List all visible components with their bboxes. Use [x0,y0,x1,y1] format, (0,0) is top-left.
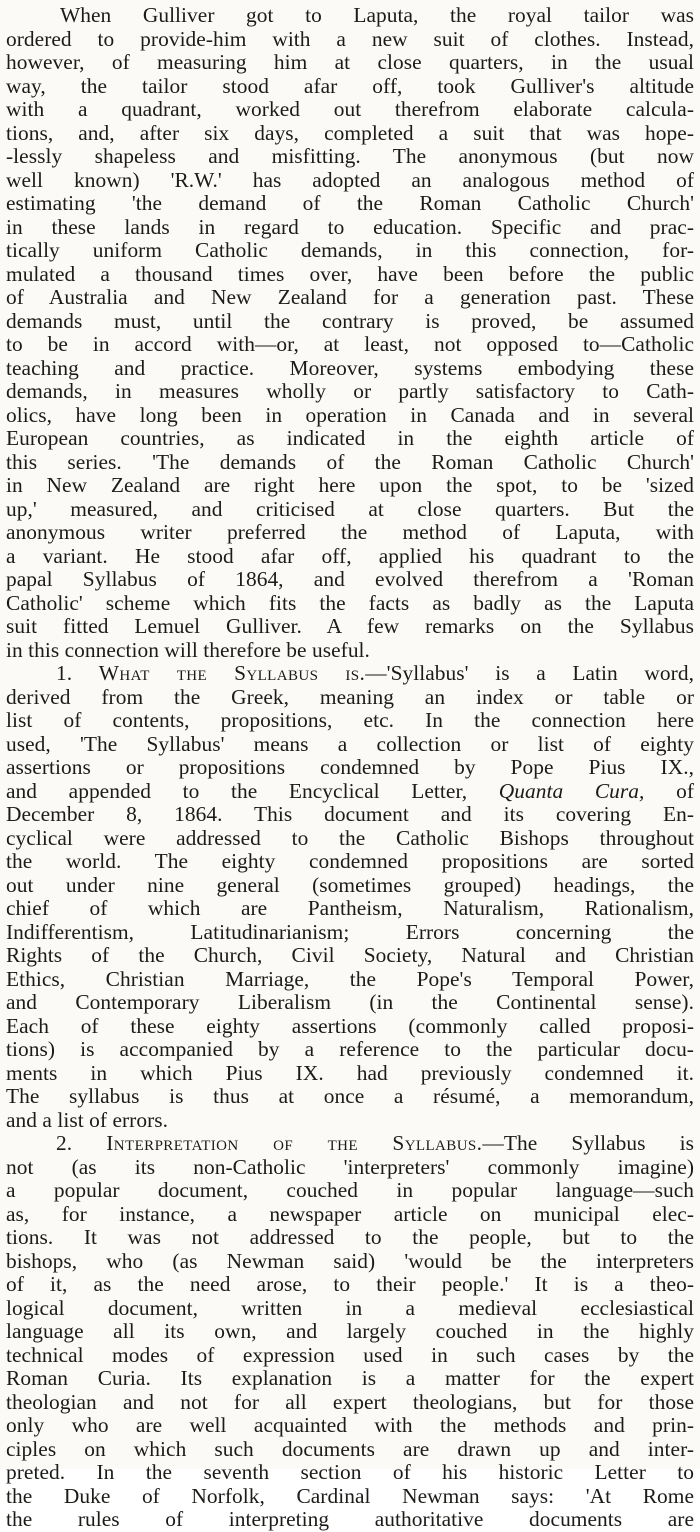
text-line: assertions or propositions condemned by Pope Pius IX., [6,755,694,779]
text-line: Roman Curia. Its explanation is a matter for the expert [6,1366,694,1390]
text-line: December 8, 1864. This document and its covering En- [6,802,694,826]
text-line: this series. 'The demands of the Roman Catholic Church' [6,449,694,474]
text-line: demands, in measures wholly or partly satisfactory to Cath- [6,379,694,403]
text-line: not (as its non-Catholic 'interpreters' commonly imagine) [6,1154,694,1179]
text-line: language all its own, and largely couched in the highly [6,1319,694,1343]
text-line: only who are well acquainted with the methods and prin- [6,1413,694,1437]
text-line: -lessly shapeless and misfitting. The anonymous (but now [6,144,694,168]
text-line: anonymous writer preferred the method of Laputa, with [6,520,694,544]
text-line: Ethics, Christian Marriage, the Pope's Temporal Power, [6,966,694,991]
text-line: preted. In the seventh section of his historic Letter to [6,1460,694,1484]
text-line: up,' measured, and criticised at close quarters. But the [6,496,694,521]
text-line: Catholic' scheme which fits the facts as badly as the Laputa [6,590,694,615]
text-line: Indifferentism, Latitudinarianism; Errors concerning the [6,919,694,944]
text-line: a popular document, couched in popular language—such [6,1178,694,1202]
text-line: the world. The eighty condemned propositions are sorted [6,849,694,873]
text-line: logical document, written in a medieval ecclesiastical [6,1295,694,1320]
section-heading-line [6,662,694,686]
text-line: When Gulliver got to Laputa, the royal tailor was [60,3,694,27]
text-line: list of contents, propositions, etc. In the connection here [6,708,694,732]
text-line: ments in which Pius IX. had previously condemned it. [6,1060,694,1085]
text-line: in these lands in regard to education. Specific and prac- [6,214,694,239]
text-line: cyclical were addressed to the Catholic Bishops throughout [6,825,694,850]
text-line: as, for instance, a newspaper article on municipal elec- [6,1201,694,1226]
text-line: Rights of the Church, Civil Society, Natural and Christian [6,943,694,967]
text-line: Each of these eighty assertions (commonly called proposi- [6,1013,694,1038]
text-line: chief of which are Pantheism, Naturalism, Rationalism, [6,896,694,920]
text-line: tions) is accompanied by a reference to the particular docu- [6,1037,694,1061]
text-line: in this connection will therefore be useful. [6,637,370,662]
text-line: olics, have long been in operation in Canada and in several [6,402,694,427]
text-run: of [644,778,694,803]
text-line: the Duke of Norfolk, Cardinal Newman says: 'At Rome [6,1483,694,1508]
text-run: and appended to the Encyclical Letter, [6,778,499,803]
text-line: ciples on which such documents are drawn up and inter- [6,1436,694,1461]
text-line: and a list of errors. [6,1107,169,1132]
text-line: ordered to provide-him with a new suit of clothes. Instead, [6,26,694,51]
text-line: and Contemporary Liberalism (in the Continental sense). [6,990,694,1014]
text-line: with a quadrant, worked out therefrom elaborate calcula- [6,97,694,121]
section-text: —The Syllabus is [482,1131,694,1155]
section-number: 2. [56,1131,107,1155]
section-text: —'Syllabus' is a Latin word, [365,661,694,685]
section-heading: What the Syllabus is. [98,661,366,685]
text-line: The syllabus is thus at once a résumé, a memorandum, [6,1084,694,1108]
text-line: mulated a thousand times over, have been before the public [6,261,694,286]
text-line: of Australia and New Zealand for a generation past. These [6,285,694,309]
text-line: of it, as the need arose, to their people.' It is a theo- [6,1272,694,1296]
text-line: tions, and, after six days, completed a suit that was hope- [6,120,694,145]
encyclical-title: Quanta Cura, [498,778,645,803]
text-line: out under nine general (sometimes grouped) headings, the [6,872,694,897]
text-line: theologian and not for all expert theologians, but for those [6,1389,694,1414]
text-line: suit fitted Lemuel Gulliver. A few remarks on the Syllabus [6,614,694,638]
text-line: well known) 'R.W.' has adopted an analogous method of [6,167,694,192]
section-heading-line [6,1132,694,1156]
text-line: tions. It was not addressed to the people, but to the [6,1225,694,1249]
text-line: estimating 'the demand of the Roman Catholic Church' [6,191,694,215]
text-line: teaching and practice. Moreover, systems embodying these [6,355,694,380]
article-column [6,4,694,1532]
text-line: way, the tailor stood afar off, took Gulliver's altitude [6,73,694,98]
section-number: 1. [56,661,99,685]
section-heading: Interpretation of the Syllabus. [106,1131,483,1155]
text-line: papal Syllabus of 1864, and evolved therefrom a 'Roman [6,567,694,591]
text-line: bishops, who (as Newman said) 'would be the interpreters [6,1248,694,1273]
text-line: a variant. He stood afar off, applied his quadrant to the [6,543,694,568]
text-line: technical modes of expression used in such cases by the [6,1342,694,1367]
text-line [6,780,694,804]
text-line: to be in accord with—or, at least, not opposed to—Catholic [6,332,694,356]
text-line: used, 'The Syllabus' means a collection or list of eighty [6,731,694,756]
text-line: in New Zealand are right here upon the spot, to be 'sized [6,473,694,497]
text-line: European countries, as indicated in the eighth article of [6,426,694,450]
text-line: however, of measuring him at close quarters, in the usual [6,50,694,74]
text-line: derived from the Greek, meaning an index or table or [6,684,694,709]
text-line: demands must, until the contrary is proved, be assumed [6,308,694,333]
text-line: tically uniform Catholic demands, in this connection, for- [6,238,694,262]
text-line: the rules of interpreting authoritative documents are [6,1507,694,1531]
